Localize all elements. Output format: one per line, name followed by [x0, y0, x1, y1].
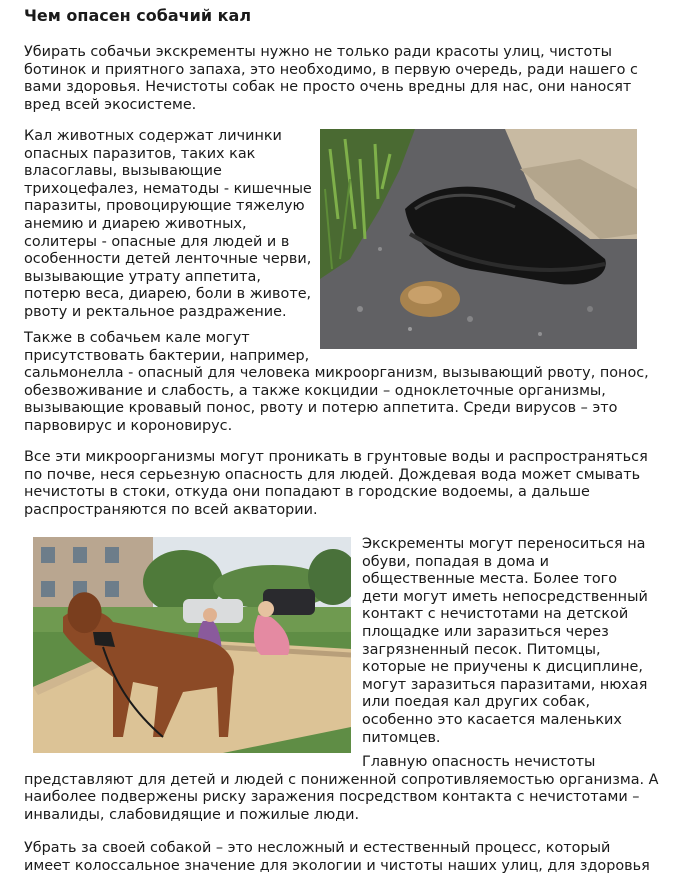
bacteria-paragraph [24, 330, 649, 436]
shoes-line: загрязненный песок. Питомцы, [362, 641, 601, 658]
shoes-line: могут заразиться паразитами, нюхая [362, 676, 648, 693]
shoes-line: Экскременты могут переноситься на [362, 536, 646, 552]
groundwater-paragraph [24, 449, 648, 519]
article-title: Чем опасен собачий кал [24, 6, 252, 25]
bacteria-line: присутствовать бактерии, например, [24, 347, 310, 364]
parasites-line: особенности детей ленточные черви, [24, 251, 312, 268]
intro-line: вред всей экосистеме. [24, 96, 197, 113]
groundwater-line: по почве, неся серьезную опасность для людей. Дождевая вода может смывать [24, 466, 641, 483]
intro-line: ботинок и приятного запаха, это необходимо, в первую очередь, ради нашего с [24, 61, 638, 78]
groundwater-line: нечистоты в стоки, откуда они попадают в городские водоемы, а дальше [24, 484, 590, 501]
risk-line: инвалиды, слабовидящие и пожилые люди. [24, 806, 360, 823]
cleanup-paragraph [24, 840, 650, 875]
intro-paragraph [24, 44, 638, 114]
parasites-line: власоглавы, вызывающие [24, 163, 222, 180]
shoes-line: площадке или заразиться через [362, 623, 609, 640]
shoes-line: обуви, попадая в дома и [362, 553, 550, 570]
bacteria-line: обезвоживание и слабость, а также кокцидии – одноклеточные организмы, [24, 382, 606, 399]
parasites-line: трихоцефалез, нематоды - кишечные [24, 180, 312, 197]
sandbox-dog-photo [33, 537, 351, 753]
parasites-line: потерю веса, диарею, боли в животе, [24, 286, 312, 303]
parasites-paragraph [24, 128, 312, 322]
parasites-line: паразиты, провоцирующие тяжелую [24, 198, 305, 215]
parasites-line: вызывающие утрату аппетита, [24, 268, 261, 285]
parasites-line: солитеры - опасные для людей и в [24, 233, 290, 250]
shoes-line: общественные места. Более того [362, 571, 618, 588]
shoes-paragraph [362, 536, 648, 747]
shoes-line: которые не приучены к дисциплине, [362, 659, 643, 676]
risk-line: Главную опасность нечистоты [362, 754, 596, 770]
parasites-line: рвоту и ректальное раздражение. [24, 303, 287, 320]
parasites-line: анемию и диарею животных, [24, 215, 247, 232]
shoes-line: особенно это касается маленьких [362, 711, 622, 728]
groundwater-line: Все эти микроорганизмы могут проникать в грунтовые воды и распространяться [24, 449, 648, 465]
shoes-line: питомцев. [362, 729, 441, 746]
parasites-line: опасных паразитов, таких как [24, 145, 256, 162]
risk-paragraph [24, 754, 659, 824]
stepping-shoe-photo [320, 129, 637, 349]
shoes-line: или поедая кал других собак, [362, 694, 591, 711]
groundwater-line: распространяются по всей акватории. [24, 501, 318, 518]
bacteria-line: сальмонелла - опасный для человека микроорганизм, вызывающий рвоту, понос, [24, 365, 649, 382]
intro-line: вами здоровья. Нечистоты собак не просто очень вредны для нас, они наносят [24, 79, 632, 96]
parasites-line: Кал животных содержат личинки [24, 128, 282, 144]
shoes-line: контакт с нечистотами на детской [362, 606, 629, 623]
shoes-line: дети могут иметь непосредственный [362, 588, 648, 605]
risk-line: представляют для детей и людей с пониженной сопротивляемостью организма. А [24, 771, 659, 788]
cleanup-line: Убрать за своей собакой – это несложный и естественный процесс, который [24, 840, 611, 856]
risk-line: наиболее подвержены риску заражения посредством контакта с нечистотами – [24, 789, 640, 806]
cleanup-line: имеет колоссальное значение для экологии и чистоты наших улиц, для здоровья [24, 857, 650, 874]
bacteria-line: парвовирус и короновирус. [24, 417, 233, 434]
bacteria-line: Также в собачьем кале могут [24, 330, 250, 346]
bacteria-line: вызывающие кровавый понос, рвоту и потерю аппетита. Среди вирусов – это [24, 400, 618, 417]
intro-line: Убирать собачьи экскременты нужно не только ради красоты улиц, чистоты [24, 44, 612, 60]
